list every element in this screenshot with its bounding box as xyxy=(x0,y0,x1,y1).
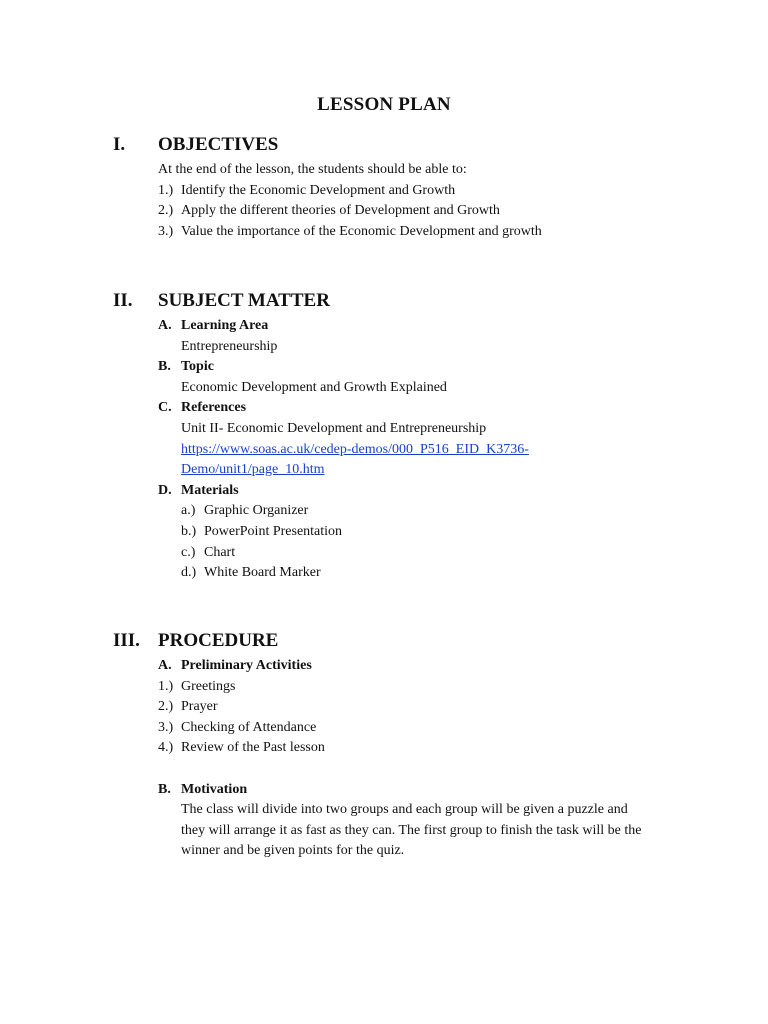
item-number: c.) xyxy=(181,544,196,560)
item-text: Graphic Organizer xyxy=(204,503,309,519)
subsection-title: Learning Area xyxy=(181,318,269,333)
document-title: LESSON PLAN xyxy=(317,94,451,115)
learning-area-value: Entrepreneurship xyxy=(181,338,278,354)
item-number: 2.) xyxy=(158,699,174,715)
section-title: PROCEDURE xyxy=(158,630,279,651)
item-text: Checking of Attendance xyxy=(181,719,317,735)
reference-link-line-2 xyxy=(0,460,768,481)
subsection-learning-area xyxy=(0,316,768,337)
section-title: SUBJECT MATTER xyxy=(158,290,330,311)
reference-link-line-1 xyxy=(0,440,768,461)
subject-matter-section xyxy=(0,290,768,584)
subsection-letter: B. xyxy=(158,781,171,797)
subsection-materials xyxy=(0,481,768,502)
objectives-heading xyxy=(0,134,768,160)
motivation-line: they will arrange it as fast as they can. The first group to finish the task will be the xyxy=(181,822,642,838)
subsection-title: Topic xyxy=(181,359,214,375)
item-number: 1.) xyxy=(158,182,174,198)
references-value: Unit II- Economic Development and Entrepreneurship xyxy=(181,420,487,436)
subsection-letter: D. xyxy=(158,482,172,498)
subsection-preliminary-activities xyxy=(0,656,768,677)
item-number: 3.) xyxy=(158,223,174,239)
item-text: Review of the Past lesson xyxy=(181,740,325,756)
list-item xyxy=(0,563,768,584)
reference-link[interactable]: https://www.soas.ac.uk/cedep-demos/000_P516_EID_K3736- xyxy=(181,441,529,457)
subsection-letter: A. xyxy=(158,658,172,673)
item-text: Apply the different theories of Development and Growth xyxy=(181,203,500,219)
item-number: b.) xyxy=(181,523,197,539)
item-text: Value the importance of the Economic Development and growth xyxy=(181,223,542,239)
subsection-references xyxy=(0,398,768,419)
item-text: Chart xyxy=(204,544,236,560)
section-number: I. xyxy=(113,134,126,155)
list-item xyxy=(0,522,768,543)
subsection-letter: C. xyxy=(158,400,172,416)
list-item xyxy=(0,543,768,564)
topic-value: Economic Development and Growth Explained xyxy=(181,379,447,395)
item-number: d.) xyxy=(181,565,197,581)
item-number: 3.) xyxy=(158,719,174,735)
procedure-heading xyxy=(0,630,768,656)
subsection-title: Motivation xyxy=(181,781,248,797)
section-number: III. xyxy=(113,630,140,651)
list-item xyxy=(0,718,768,739)
subsection-motivation xyxy=(0,780,768,801)
objectives-section xyxy=(0,134,768,242)
subsection-topic xyxy=(0,357,768,378)
item-number: 4.) xyxy=(158,740,174,756)
spacer xyxy=(0,759,768,780)
list-item xyxy=(0,222,768,243)
subsection-title: Materials xyxy=(181,482,239,498)
item-text: Identify the Economic Development and Growth xyxy=(181,182,456,198)
item-number: 2.) xyxy=(158,203,174,219)
item-text: Prayer xyxy=(181,699,218,715)
objectives-intro: At the end of the lesson, the students should be able to: xyxy=(158,162,467,177)
item-text: PowerPoint Presentation xyxy=(204,523,343,539)
item-number: 1.) xyxy=(158,678,174,694)
item-number: a.) xyxy=(181,503,196,519)
list-item xyxy=(0,697,768,718)
subsection-title: Preliminary Activities xyxy=(181,658,312,673)
section-number: II. xyxy=(113,290,133,311)
list-item xyxy=(0,677,768,698)
list-item xyxy=(0,181,768,202)
list-item xyxy=(0,201,768,222)
reference-link[interactable]: Demo/unit1/page_10.htm xyxy=(181,462,325,478)
procedure-section xyxy=(0,630,768,862)
item-text: White Board Marker xyxy=(204,565,321,581)
subsection-letter: A. xyxy=(158,318,172,333)
list-item xyxy=(0,501,768,522)
motivation-line: winner and be given points for the quiz. xyxy=(181,843,405,859)
subsection-title: References xyxy=(181,400,247,416)
subject-matter-heading xyxy=(0,290,768,316)
subsection-letter: B. xyxy=(158,359,171,375)
list-item xyxy=(0,738,768,759)
motivation-line: The class will divide into two groups and each group will be given a puzzle and xyxy=(181,802,628,818)
item-text: Greetings xyxy=(181,678,236,694)
section-title: OBJECTIVES xyxy=(158,134,279,155)
